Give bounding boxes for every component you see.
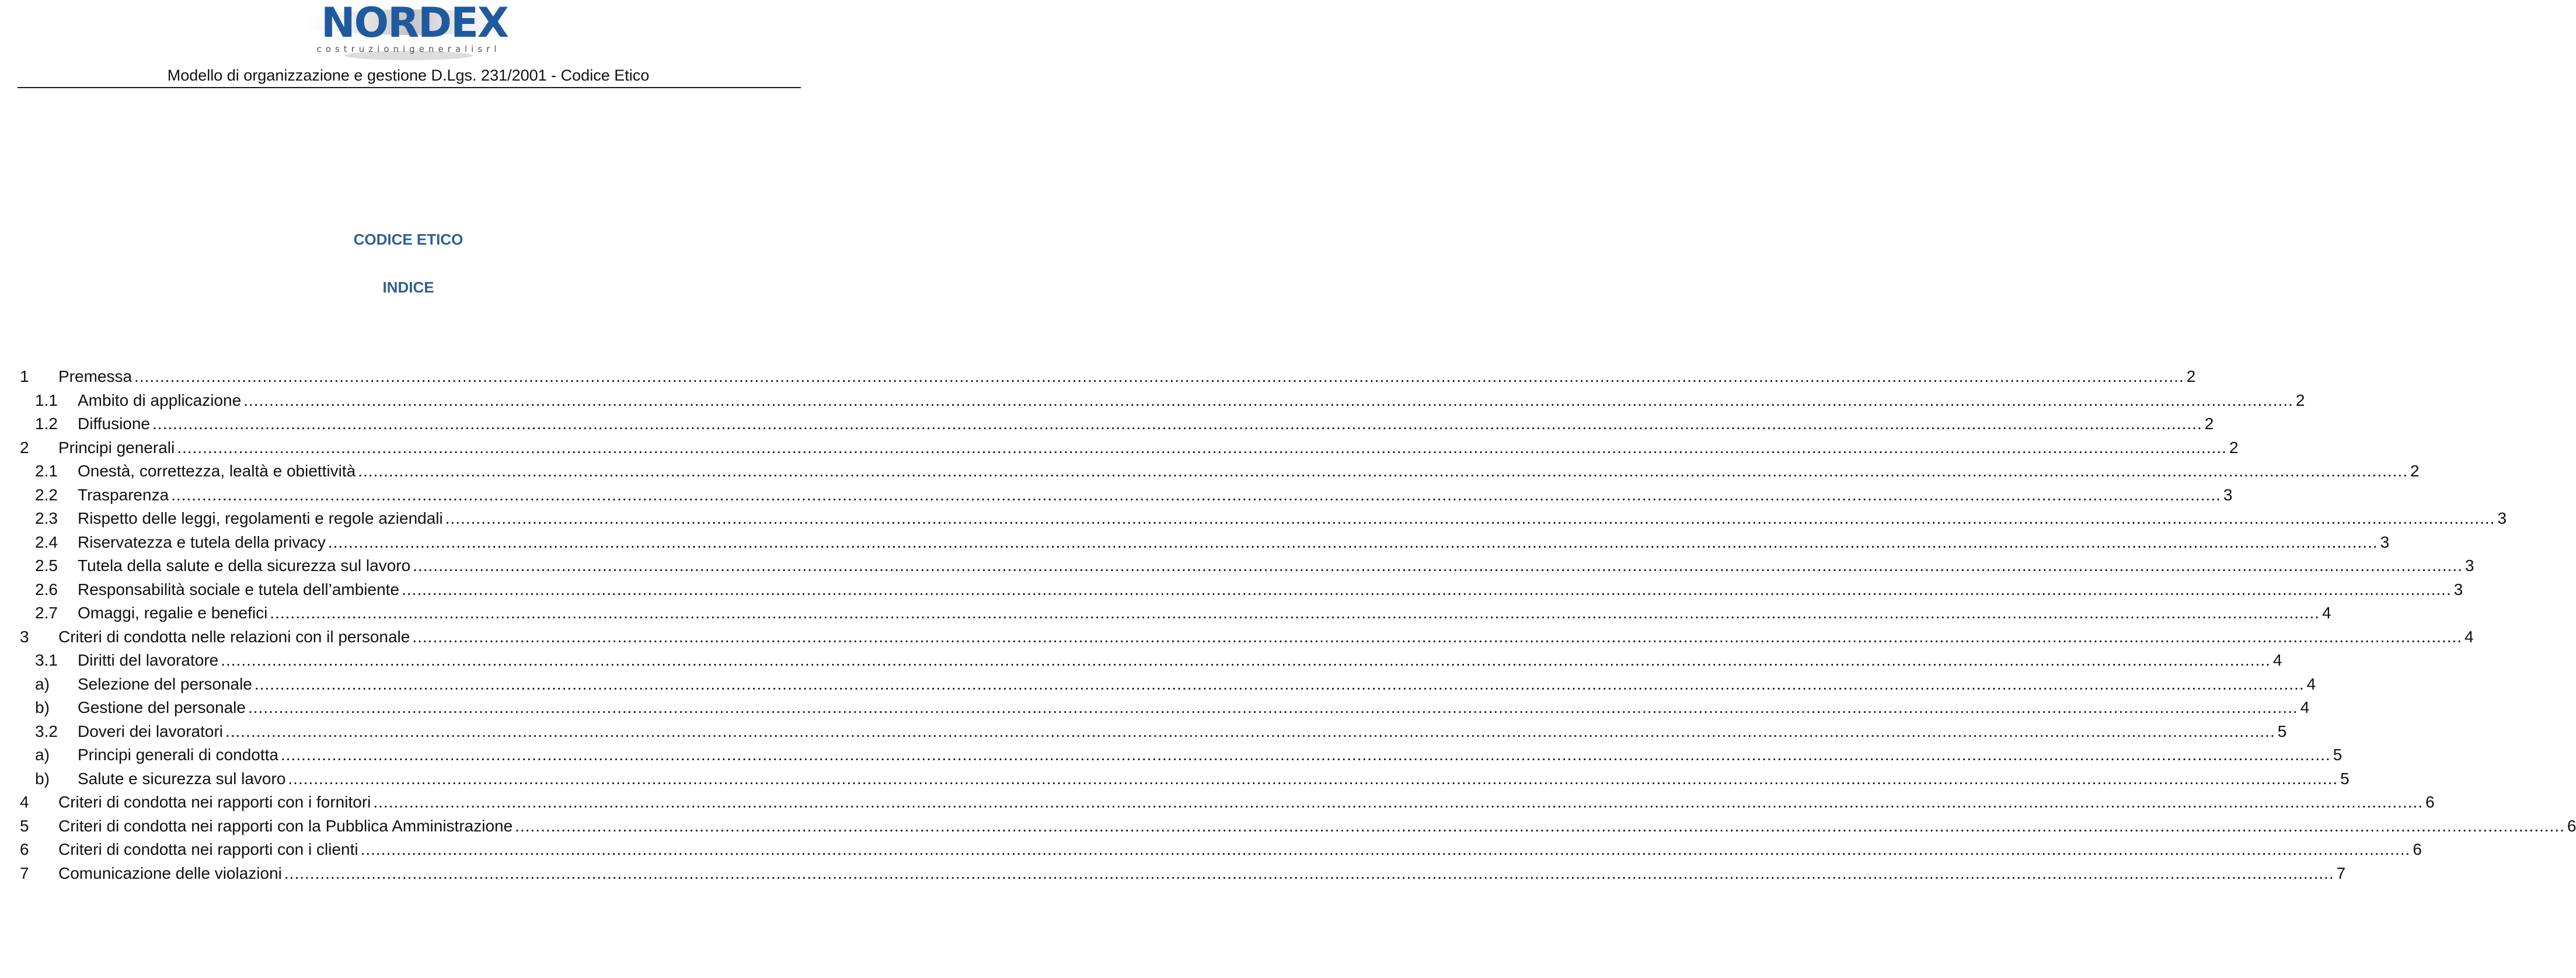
toc-entry-number: 3.1 [35, 651, 58, 669]
toc-entry-page: 6 [2567, 816, 2576, 835]
toc-dot-leader: ................................................................................................................................................................................................................................................................................................................................................................................................................ [177, 438, 2227, 457]
toc-entry-number: 2.6 [35, 580, 58, 598]
toc-entry-page: 2 [2204, 415, 2214, 433]
toc-entry-page: 3 [2465, 556, 2474, 575]
toc-entry[interactable] [18, 791, 2435, 815]
toc-entry-page: 3 [2497, 509, 2507, 527]
toc-dot-leader: ................................................................................................................................................................................................................................................................................................................................................................................................................ [270, 604, 2320, 622]
toc-entry-label: Doveri dei lavoratori [78, 722, 223, 740]
toc-entry-page: 4 [2465, 627, 2474, 646]
toc-entry-label: Omaggi, regalie e benefici [78, 604, 268, 622]
toc-entry-page: 5 [2277, 722, 2287, 740]
toc-dot-leader: ................................................................................................................................................................................................................................................................................................................................................................................................................ [284, 864, 2334, 882]
toc-dot-leader: ................................................................................................................................................................................................................................................................................................................................................................................................................ [358, 462, 2408, 480]
toc-entry-label: Diffusione [78, 415, 151, 433]
toc-entry-number: 1 [20, 367, 29, 385]
toc-entry[interactable] [18, 696, 2310, 720]
toc-entry-line [58, 436, 2239, 460]
toc-entry[interactable] [18, 625, 2474, 649]
toc-entry-label: Diritti del lavoratore [78, 651, 219, 669]
toc-entry-number: 2.4 [35, 532, 58, 551]
toc-entry-page: 4 [2322, 604, 2331, 622]
toc-entry[interactable] [18, 767, 2350, 791]
toc-entry-line [58, 791, 2435, 815]
toc-dot-leader: ................................................................................................................................................................................................................................................................................................................................................................................................................ [280, 746, 2331, 764]
toc-dot-leader: ................................................................................................................................................................................................................................................................................................................................................................................................................ [373, 793, 2424, 811]
toc-entry-line [78, 483, 2233, 507]
toc-entry-label: Rispetto delle leggi, regolamenti e regole aziendali [78, 509, 443, 527]
toc-entry-label: Comunicazione delle violazioni [58, 864, 282, 882]
table-of-contents [18, 365, 2576, 885]
toc-entry-number: 2.5 [35, 556, 58, 575]
toc-entry-line [78, 601, 2331, 625]
toc-entry-line [78, 578, 2463, 602]
toc-entry-line [78, 767, 2350, 791]
toc-entry-number: a) [35, 746, 50, 764]
toc-entry[interactable] [18, 838, 2422, 862]
index-heading: INDICE [382, 279, 434, 296]
toc-entry-label: Selezione del personale [78, 674, 252, 693]
toc-entry[interactable] [18, 365, 2196, 389]
toc-entry-label: Principi generali [58, 438, 175, 457]
toc-entry-page: 2 [2229, 438, 2239, 457]
toc-entry[interactable] [18, 483, 2233, 507]
toc-entry-page: 5 [2340, 769, 2350, 788]
toc-dot-leader: ................................................................................................................................................................................................................................................................................................................................................................................................................ [221, 651, 2271, 669]
toc-entry-label: Principi generali di condotta [78, 746, 278, 764]
toc-entry-line [58, 815, 2576, 838]
toc-entry-label: Criteri di condotta nei rapporti con i fornitori [58, 793, 371, 811]
toc-entry-number: 2.3 [35, 509, 58, 527]
toc-entry-line [78, 720, 2287, 744]
toc-entry-number: 4 [20, 793, 29, 811]
toc-dot-leader: ................................................................................................................................................................................................................................................................................................................................................................................................................ [515, 816, 2565, 835]
toc-entry-line [78, 389, 2305, 413]
toc-entry-label: Tutela della salute e della sicurezza sul lavoro [78, 556, 411, 575]
toc-entry-label: Responsabilità sociale e tutela dell’ambiente [78, 580, 400, 598]
toc-entry-line [78, 460, 2420, 483]
toc-dot-leader: ................................................................................................................................................................................................................................................................................................................................................................................................................ [445, 509, 2495, 527]
toc-entry[interactable] [18, 673, 2316, 697]
toc-dot-leader: ................................................................................................................................................................................................................................................................................................................................................................................................................ [134, 367, 2184, 385]
toc-entry[interactable] [18, 412, 2214, 436]
toc-dot-leader: ................................................................................................................................................................................................................................................................................................................................................................................................................ [360, 840, 2411, 858]
toc-entry-number: b) [35, 769, 50, 788]
toc-entry-number: 2.7 [35, 604, 58, 622]
toc-entry-page: 2 [2186, 367, 2196, 385]
toc-entry-line [78, 696, 2310, 720]
toc-entry[interactable] [18, 554, 2474, 578]
toc-entry-label: Criteri di condotta nei rapporti con la Pubblica Amministrazione [58, 816, 513, 835]
toc-entry-number: 1.1 [35, 391, 58, 409]
toc-entry-page: 2 [2410, 462, 2420, 480]
toc-dot-leader: ................................................................................................................................................................................................................................................................................................................................................................................................................ [288, 769, 2338, 788]
toc-entry-number: 6 [20, 840, 29, 858]
toc-dot-leader: ................................................................................................................................................................................................................................................................................................................................................................................................................ [254, 674, 2305, 693]
toc-entry[interactable] [18, 389, 2305, 413]
toc-entry-line [58, 365, 2196, 389]
toc-entry[interactable] [18, 649, 2282, 673]
toc-entry-page: 5 [2333, 746, 2343, 764]
logo-wordmark: NORDEX [321, 0, 508, 47]
toc-entry-number: 3.2 [35, 722, 58, 740]
toc-entry-number: 7 [20, 864, 29, 882]
toc-entry-number: 5 [20, 816, 29, 835]
toc-dot-leader: ................................................................................................................................................................................................................................................................................................................................................................................................................ [152, 415, 2202, 433]
toc-entry-page: 6 [2413, 840, 2422, 858]
toc-entry-page: 4 [2272, 651, 2282, 669]
toc-entry[interactable] [18, 436, 2239, 460]
toc-entry[interactable] [18, 507, 2507, 531]
page-header-title: Modello di organizzazione e gestione D.Lgs. 231/2001 - Codice Etico [167, 67, 650, 84]
toc-entry-number: 3 [20, 627, 29, 646]
toc-entry[interactable] [18, 720, 2287, 744]
toc-dot-leader: ................................................................................................................................................................................................................................................................................................................................................................................................................ [413, 556, 2463, 575]
toc-entry-page: 2 [2295, 391, 2305, 409]
toc-entry-line [78, 743, 2343, 767]
toc-dot-leader: ................................................................................................................................................................................................................................................................................................................................................................................................................ [225, 722, 2275, 740]
toc-entry-page: 7 [2336, 864, 2346, 882]
toc-entry-line [78, 673, 2316, 697]
toc-entry-number: 2.1 [35, 462, 58, 480]
toc-entry-line [58, 625, 2474, 649]
toc-entry-page: 3 [2380, 532, 2390, 551]
toc-entry-number: 1.2 [35, 415, 58, 433]
toc-dot-leader: ................................................................................................................................................................................................................................................................................................................................................................................................................ [248, 698, 2298, 716]
toc-dot-leader: ................................................................................................................................................................................................................................................................................................................................................................................................................ [171, 485, 2221, 504]
toc-entry-label: Criteri di condotta nei rapporti con i clienti [58, 840, 358, 858]
toc-entry-label: Trasparenza [78, 485, 169, 504]
toc-entry-line [58, 862, 2346, 886]
toc-entry-label: Riservatezza e tutela della privacy [78, 532, 326, 551]
logo-subtitle: costruzionigeneralisrl [316, 44, 501, 54]
toc-entry-number: a) [35, 674, 50, 693]
toc-entry-page: 3 [2453, 580, 2463, 598]
toc-entry[interactable] [18, 862, 2346, 886]
toc-entry[interactable] [18, 460, 2420, 483]
toc-dot-leader: ................................................................................................................................................................................................................................................................................................................................................................................................................ [327, 532, 2378, 551]
toc-entry-label: Onestà, correttezza, lealtà e obiettività [78, 462, 356, 480]
toc-entry-page: 4 [2306, 674, 2316, 693]
toc-entry-line [78, 531, 2390, 555]
toc-entry-number: 2 [20, 438, 29, 457]
header-divider [18, 87, 801, 88]
toc-entry[interactable] [18, 578, 2463, 602]
toc-entry[interactable] [18, 743, 2343, 767]
toc-entry-line [78, 649, 2282, 673]
toc-entry-label: Ambito di applicazione [78, 391, 242, 409]
company-logo [292, 0, 525, 64]
toc-entry-label: Salute e sicurezza sul lavoro [78, 769, 286, 788]
toc-entry-line [78, 507, 2507, 531]
toc-entry-line [78, 412, 2214, 436]
toc-entry-line [78, 554, 2474, 578]
toc-entry-line [58, 838, 2422, 862]
toc-entry-page: 4 [2300, 698, 2310, 716]
toc-entry-number: 2.2 [35, 485, 58, 504]
toc-dot-leader: ................................................................................................................................................................................................................................................................................................................................................................................................................ [243, 391, 2293, 409]
toc-entry[interactable] [18, 531, 2390, 555]
toc-entry-number: b) [35, 698, 50, 716]
toc-entry-label: Criteri di condotta nelle relazioni con il personale [58, 627, 410, 646]
toc-entry[interactable] [18, 601, 2331, 625]
toc-entry-page: 3 [2223, 485, 2233, 504]
toc-entry-page: 6 [2425, 793, 2435, 811]
toc-dot-leader: ................................................................................................................................................................................................................................................................................................................................................................................................................ [412, 627, 2463, 646]
toc-dot-leader: ................................................................................................................................................................................................................................................................................................................................................................................................................ [402, 580, 2452, 598]
toc-entry[interactable] [18, 815, 2576, 838]
toc-entry-label: Gestione del personale [78, 698, 246, 716]
document-title: CODICE ETICO [353, 231, 463, 248]
toc-entry-label: Premessa [58, 367, 133, 385]
